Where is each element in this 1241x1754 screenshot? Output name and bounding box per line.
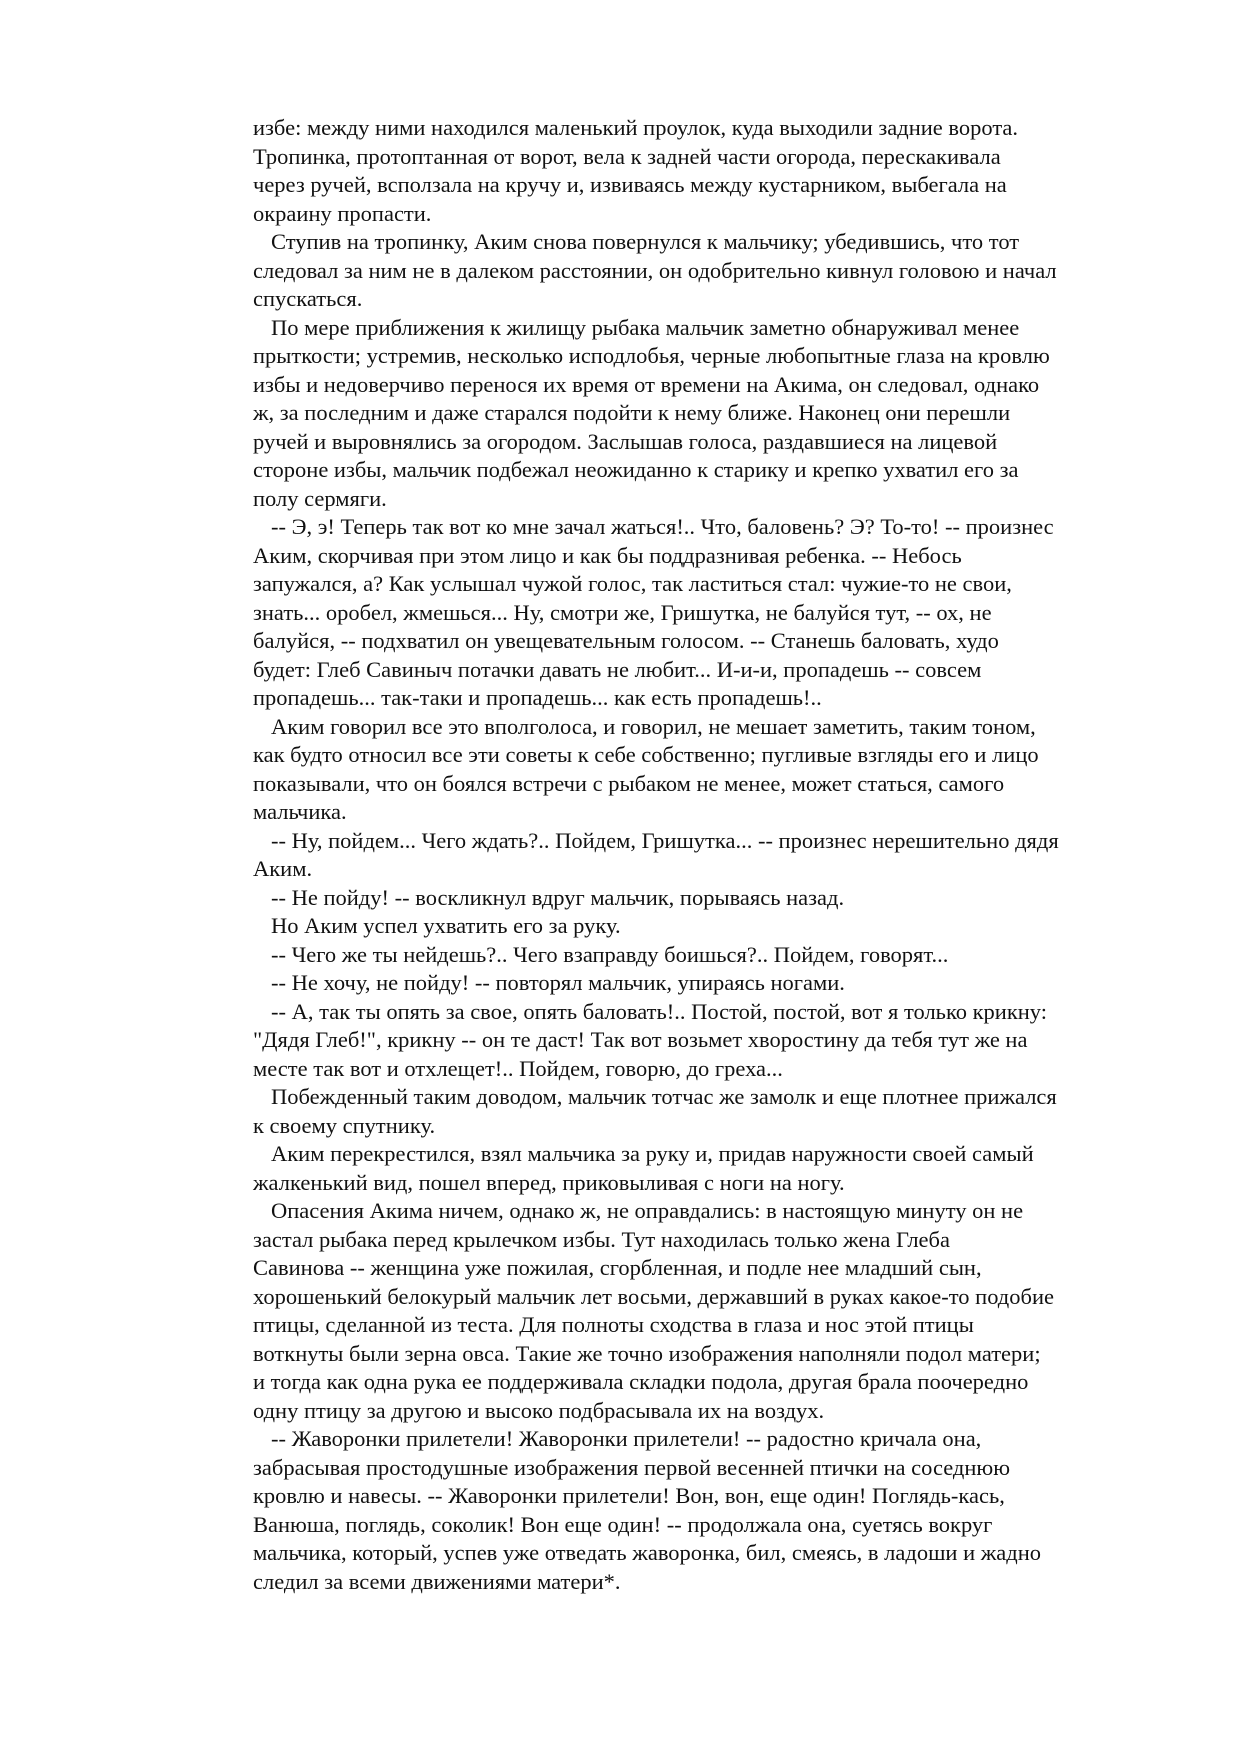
text-line: и тогда как одна рука ее поддерживала складки подола, другая брала поочередно: [253, 1369, 1029, 1394]
text-line: прыткости; устремив, несколько исподлобья, черные любопытные глаза на кровлю: [253, 343, 1050, 368]
paragraph: [253, 228, 1159, 314]
text-line: воткнуты были зерна овса. Такие же точно изображения наполняли подол матери;: [253, 1340, 1041, 1366]
text-line: забрасывая простодушные изображения первой весенней птички на соседнюю: [253, 1454, 1011, 1480]
text-line: Аким перекрестился, взял мальчика за руку и, придав наружности своей самый: [271, 1141, 1034, 1166]
text-line: -- А, так ты опять за свое, опять баловать!.. Постой, постой, вот я только крикну:: [271, 998, 1048, 1024]
paragraph: [253, 1140, 1159, 1197]
paragraph: [253, 1197, 1159, 1425]
text-line: к своему спутнику.: [253, 1112, 436, 1138]
paragraph: [253, 827, 1159, 884]
text-line: следил за всеми движениями матери*.: [253, 1568, 621, 1594]
text-line: показывали, что он боялся встречи с рыбаком не менее, может статься, самого: [253, 770, 1005, 796]
text-line: пропадешь... так-таки и пропадешь... как есть пропадешь!..: [253, 685, 822, 710]
text-line: запужался, а? Как услышал чужой голос, так ластиться стал: чужие-то не свои,: [253, 571, 1012, 596]
text-line: стороне избы, мальчик подбежал неожиданно к старику и крепко ухватил его за: [253, 457, 1019, 482]
text-line: будет: Глеб Савиныч потачки давать не любит... И-и-и, пропадешь -- совсем: [253, 656, 982, 682]
paragraph: [253, 912, 1159, 941]
paragraph: [253, 713, 1159, 827]
text-line: -- Не хочу, не пойду! -- повторял мальчик, упираясь ногами.: [271, 970, 845, 995]
text-line: Ванюша, поглядь, соколик! Вон еще один! -- продолжала она, суетясь вокруг: [253, 1511, 993, 1537]
text-line: избе: между ними находился маленький проулок, куда выходили задние ворота.: [253, 115, 1019, 140]
paragraph: [253, 884, 1159, 913]
text-line: "Дядя Глеб!", крикну -- он те даст! Так вот возьмет хворостину да тебя тут же на: [253, 1027, 1028, 1052]
text-line: -- Не пойду! -- воскликнул вдруг мальчик, порываясь назад.: [271, 884, 845, 910]
paragraph: [253, 513, 1159, 713]
text-line: балуйся, -- подхватил он увещевательным голосом. -- Станешь баловать, худо: [253, 628, 999, 653]
paragraph: [253, 969, 1159, 998]
text-line: хорошенький белокурый мальчик лет восьми, державший в руках какое-то подобие: [253, 1283, 1054, 1309]
text-line: месте так вот и отхлещет!.. Пойдем, говорю, до греха...: [253, 1055, 783, 1081]
text-line: ручей и выровнялись за огородом. Заслышав голоса, раздавшиеся на лицевой: [253, 428, 998, 454]
text-line: Аким, скорчивая при этом лицо и как бы поддразнивая ребенка. -- Небось: [253, 542, 962, 568]
body-text: [253, 114, 1159, 1596]
text-line: -- Ну, пойдем... Чего ждать?.. Пойдем, Гришутка... -- произнес нерешительно дядя: [271, 827, 1059, 853]
paragraph: [253, 114, 1159, 228]
text-line: избы и недоверчиво перенося их время от времени на Акима, он следовал, однако: [253, 371, 1040, 397]
paragraph: [253, 941, 1159, 970]
text-line: Ступив на тропинку, Аким снова повернулся к мальчику; убедившись, что тот: [271, 229, 1020, 254]
text-line: жалкенький вид, пошел вперед, приковыливая с ноги на ногу.: [253, 1169, 845, 1195]
text-line: Побежденный таким доводом, мальчик тотчас же замолк и еще плотнее прижался: [271, 1084, 1057, 1109]
text-line: -- Э, э! Теперь так вот ко мне зачал жаться!.. Что, баловень? Э? То-то! -- произнес: [271, 514, 1054, 539]
paragraph: [253, 1083, 1159, 1140]
text-line: одну птицу за другою и высоко подбрасывала их на воздух.: [253, 1397, 825, 1423]
text-line: окраину пропасти.: [253, 200, 432, 226]
text-line: Аким говорил все это вполголоса, и говорил, не мешает заметить, таким тоном,: [271, 713, 1036, 739]
text-line: кровлю и навесы. -- Жаворонки прилетели! Вон, вон, еще один! Поглядь-кась,: [253, 1483, 1005, 1508]
text-line: спускаться.: [253, 286, 363, 311]
text-line: ж, за последним и даже старался подойти к нему ближе. Наконец они перешли: [253, 400, 1011, 425]
text-line: мальчика, который, успев уже отведать жаворонка, бил, смеясь, в ладоши и жадно: [253, 1540, 1042, 1565]
paragraph: [253, 998, 1159, 1084]
text-line: как будто относил все эти советы к себе собственно; пугливые взгляды его и лицо: [253, 742, 1039, 767]
text-line: мальчика.: [253, 799, 347, 824]
text-line: Опасения Акима ничем, однако ж, не оправдались: в настоящую минуту он не: [271, 1198, 1024, 1223]
text-line: -- Чего же ты нейдешь?.. Чего взаправду боишься?.. Пойдем, говорят...: [271, 941, 949, 967]
text-line: знать... оробел, жмешься... Ну, смотри же, Гришутка, не балуйся тут, -- ох, не: [253, 599, 992, 625]
text-line: По мере приближения к жилищу рыбака мальчик заметно обнаруживал менее: [271, 314, 1020, 340]
paragraph: [253, 314, 1159, 514]
text-line: через ручей, всползала на кручу и, извиваясь между кустарником, выбегала на: [253, 172, 1007, 197]
text-line: Тропинка, протоптанная от ворот, вела к задней части огорода, перескакивала: [253, 143, 1001, 169]
paragraph: [253, 1425, 1159, 1596]
text-line: Савинова -- женщина уже пожилая, сгорбленная, и подле нее младший сын,: [253, 1255, 982, 1280]
text-line: следовал за ним не в далеком расстоянии, он одобрительно кивнул головою и начал: [253, 257, 1057, 283]
text-line: Аким.: [253, 856, 313, 881]
text-line: застал рыбака перед крылечком избы. Тут находилась только жена Глеба: [253, 1226, 950, 1252]
text-line: полу сермяги.: [253, 485, 387, 511]
text-line: птицы, сделанной из теста. Для полноты сходства в глаза и нос этой птицы: [253, 1312, 974, 1337]
text-line: Но Аким успел ухватить его за руку.: [271, 913, 621, 938]
text-line: -- Жаворонки прилетели! Жаворонки прилетели! -- радостно кричала она,: [271, 1426, 982, 1451]
